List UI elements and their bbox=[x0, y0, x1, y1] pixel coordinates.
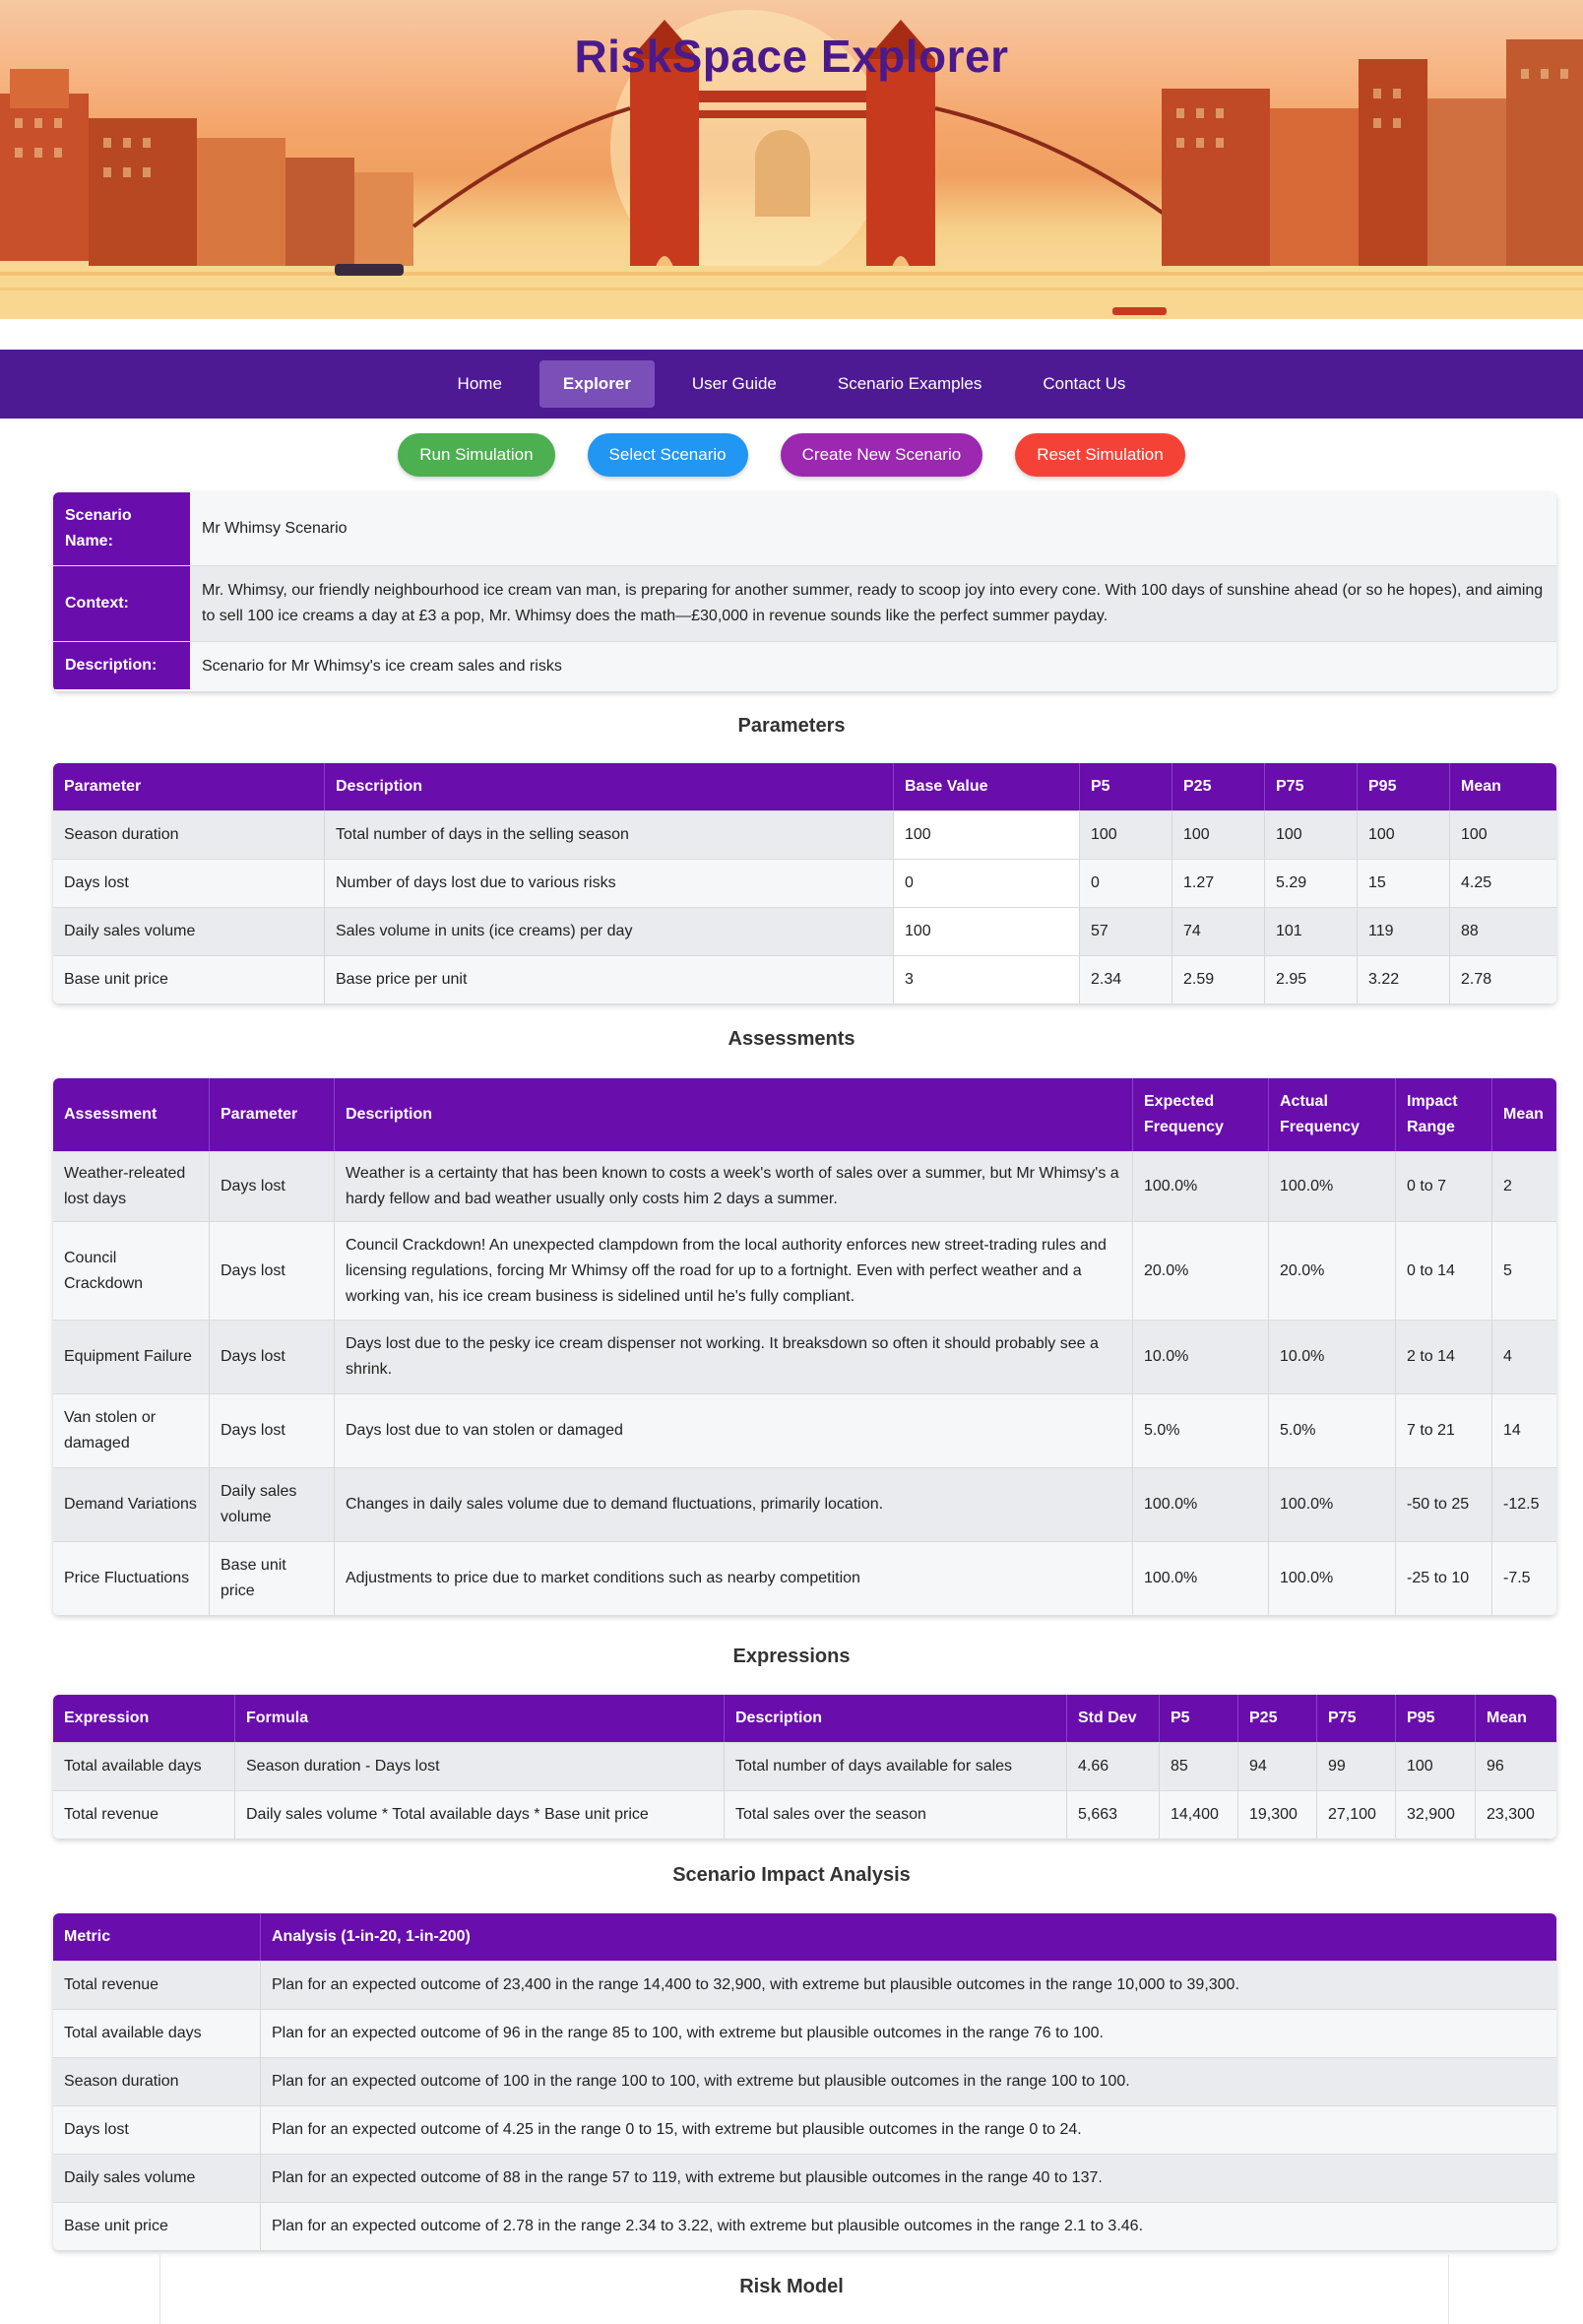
table-row bbox=[53, 1790, 1556, 1839]
assessments-title: Assessments bbox=[728, 1028, 855, 1050]
table-cell: 100 bbox=[1265, 810, 1358, 859]
table-cell: 100.0% bbox=[1133, 1151, 1269, 1221]
table-cell: Plan for an expected outcome of 23,400 in the range 14,400 to 32,900, with extreme but plausible outcomes in the range 10,000 to 39,300. bbox=[261, 1961, 1556, 2009]
column-header: P25 bbox=[1172, 763, 1265, 810]
table-cell: 3.22 bbox=[1358, 955, 1450, 1003]
column-header: Description bbox=[325, 763, 894, 810]
table-cell: 100.0% bbox=[1269, 1467, 1396, 1541]
scenario-description-value: Scenario for Mr Whimsy's ice cream sales and risks bbox=[190, 642, 1556, 691]
table-cell: Council Crackdown! An unexpected clampdown from the local authority enforces new street-trading rules and licensing regulations, forcing Mr Whimsy off the road for up to a fortnight. Even with perfect weather and a working van, his ice cream business is sidelined until he's fully compliant. bbox=[335, 1221, 1133, 1320]
scenario-name-label: Scenario Name: bbox=[53, 492, 190, 565]
reset-simulation-button[interactable]: Reset Simulation bbox=[1015, 433, 1185, 477]
column-header: Parameter bbox=[53, 763, 325, 810]
table-cell: -12.5 bbox=[1492, 1467, 1556, 1541]
scenario-name-value: Mr Whimsy Scenario bbox=[190, 492, 1556, 565]
column-header: Assessment bbox=[53, 1078, 210, 1151]
nav-contact-us[interactable]: Contact Us bbox=[1043, 374, 1126, 393]
table-cell: 5,663 bbox=[1067, 1790, 1160, 1839]
base-value-input[interactable]: 3 bbox=[894, 955, 1080, 1003]
base-value-input[interactable]: 100 bbox=[894, 907, 1080, 955]
table-cell: 2.34 bbox=[1080, 955, 1172, 1003]
table-cell: Days lost bbox=[210, 1151, 335, 1221]
table-cell: 0 to 7 bbox=[1396, 1151, 1492, 1221]
table-cell: Council Crackdown bbox=[53, 1221, 210, 1320]
table-cell: Adjustments to price due to market conditions such as nearby competition bbox=[335, 1541, 1133, 1615]
column-header: Std Dev bbox=[1067, 1695, 1160, 1742]
table-cell: Price Fluctuations bbox=[53, 1541, 210, 1615]
table-cell: 14 bbox=[1492, 1393, 1556, 1467]
table-cell: Plan for an expected outcome of 4.25 in the range 0 to 15, with extreme but plausible outcomes in the range 0 to 24. bbox=[261, 2105, 1556, 2154]
column-header: Parameter bbox=[210, 1078, 335, 1151]
base-value-input[interactable]: 100 bbox=[894, 810, 1080, 859]
table-cell: Total number of days in the selling season bbox=[325, 810, 894, 859]
table-cell: Daily sales volume bbox=[53, 2154, 261, 2202]
table-cell: Base unit price bbox=[210, 1541, 335, 1615]
table-cell: 1.27 bbox=[1172, 859, 1265, 907]
table-cell: 2.95 bbox=[1265, 955, 1358, 1003]
table-cell: Total available days bbox=[53, 2009, 261, 2057]
parameters-table bbox=[53, 763, 1556, 1003]
scenario-context-value: Mr. Whimsy, our friendly neighbourhood ice cream van man, is preparing for another summer, ready to scoop joy into every cone. With 100 days of sunshine ahead (or so he hopes), and aiming to sell 100 ice creams a day at £3 a pop, Mr. Whimsy does the math—£30,000 in revenue sounds like the perfect summer payday. bbox=[190, 566, 1556, 641]
table-cell: 88 bbox=[1450, 907, 1556, 955]
column-header: P75 bbox=[1265, 763, 1358, 810]
scenario-description-row bbox=[53, 642, 1556, 691]
table-cell: Weather is a certainty that has been known to costs a week's worth of sales over a summer, but Mr Whimsy's a hardy fellow and bad weather usually only costs him 2 days a summer. bbox=[335, 1151, 1133, 1221]
column-header: Impact Range bbox=[1396, 1078, 1492, 1151]
table-cell: 14,400 bbox=[1160, 1790, 1238, 1839]
app-title: RiskSpace Explorer bbox=[574, 31, 1009, 82]
main-nav bbox=[0, 350, 1583, 419]
table-cell: Demand Variations bbox=[53, 1467, 210, 1541]
table-cell: 74 bbox=[1172, 907, 1265, 955]
impact-header-row bbox=[53, 1913, 1556, 1961]
column-header: Expression bbox=[53, 1695, 235, 1742]
table-cell: Days lost bbox=[53, 859, 325, 907]
scenario-name-row bbox=[53, 492, 1556, 566]
table-cell: Total revenue bbox=[53, 1961, 261, 2009]
table-cell: 4.66 bbox=[1067, 1742, 1160, 1790]
table-row bbox=[53, 1961, 1556, 2009]
table-cell: 2 bbox=[1492, 1151, 1556, 1221]
column-header: Actual Frequency bbox=[1269, 1078, 1396, 1151]
table-row bbox=[53, 1541, 1556, 1615]
table-cell: 100 bbox=[1172, 810, 1265, 859]
table-cell: Plan for an expected outcome of 2.78 in the range 2.34 to 3.22, with extreme but plausible outcomes in the range 2.1 to 3.46. bbox=[261, 2202, 1556, 2250]
table-cell: 10.0% bbox=[1133, 1320, 1269, 1393]
table-cell: Days lost bbox=[210, 1393, 335, 1467]
risk-model-title: Risk Model bbox=[739, 2276, 844, 2297]
table-cell: Season duration - Days lost bbox=[235, 1742, 725, 1790]
table-cell: 100.0% bbox=[1133, 1467, 1269, 1541]
header-banner bbox=[0, 0, 1583, 319]
column-header: Metric bbox=[53, 1913, 261, 1961]
nav-user-guide[interactable]: User Guide bbox=[691, 374, 777, 393]
select-scenario-button[interactable]: Select Scenario bbox=[588, 433, 748, 477]
scenario-context-row bbox=[53, 566, 1556, 642]
table-cell: Days lost due to the pesky ice cream dispenser not working. It breaksdown so often it should probably see a shrink. bbox=[335, 1320, 1133, 1393]
column-header: Expected Frequency bbox=[1133, 1078, 1269, 1151]
table-row bbox=[53, 2009, 1556, 2057]
table-cell: 100 bbox=[1080, 810, 1172, 859]
table-cell: 0 bbox=[1080, 859, 1172, 907]
parameters-title: Parameters bbox=[737, 715, 846, 737]
table-cell: Total sales over the season bbox=[725, 1790, 1067, 1839]
table-cell: Total number of days available for sales bbox=[725, 1742, 1067, 1790]
table-row bbox=[53, 2154, 1556, 2202]
expressions-header-row bbox=[53, 1695, 1556, 1742]
table-cell: 20.0% bbox=[1269, 1221, 1396, 1320]
impact-table bbox=[53, 1913, 1556, 2250]
table-row bbox=[53, 2202, 1556, 2250]
table-cell: 0 to 14 bbox=[1396, 1221, 1492, 1320]
table-cell: Plan for an expected outcome of 88 in the range 57 to 119, with extreme but plausible outcomes in the range 40 to 137. bbox=[261, 2154, 1556, 2202]
table-cell: 32,900 bbox=[1396, 1790, 1476, 1839]
table-cell: Days lost bbox=[210, 1221, 335, 1320]
table-row bbox=[53, 1467, 1556, 1541]
table-cell: Total revenue bbox=[53, 1790, 235, 1839]
table-cell: Days lost bbox=[210, 1320, 335, 1393]
column-header: P75 bbox=[1317, 1695, 1396, 1742]
column-header: Formula bbox=[235, 1695, 725, 1742]
table-row bbox=[53, 907, 1556, 955]
column-header: Base Value bbox=[894, 763, 1080, 810]
nav-scenario-examples[interactable]: Scenario Examples bbox=[837, 374, 982, 393]
assessments-table bbox=[53, 1078, 1556, 1615]
expressions-table bbox=[53, 1695, 1556, 1839]
table-cell: 5.29 bbox=[1265, 859, 1358, 907]
run-simulation-button[interactable]: Run Simulation bbox=[398, 433, 554, 477]
table-cell: Changes in daily sales volume due to demand fluctuations, primarily location. bbox=[335, 1467, 1133, 1541]
column-header: Analysis (1-in-20, 1-in-200) bbox=[261, 1913, 1556, 1961]
table-cell: Base price per unit bbox=[325, 955, 894, 1003]
table-row bbox=[53, 1393, 1556, 1467]
table-cell: 100.0% bbox=[1133, 1541, 1269, 1615]
column-header: Description bbox=[335, 1078, 1133, 1151]
action-bar bbox=[0, 433, 1583, 477]
table-cell: Daily sales volume bbox=[210, 1467, 335, 1541]
table-cell: 23,300 bbox=[1476, 1790, 1556, 1839]
table-row bbox=[53, 1742, 1556, 1790]
table-cell: 57 bbox=[1080, 907, 1172, 955]
expressions-title: Expressions bbox=[732, 1646, 851, 1667]
table-row bbox=[53, 810, 1556, 859]
table-cell: Equipment Failure bbox=[53, 1320, 210, 1393]
table-row bbox=[53, 859, 1556, 907]
table-row bbox=[53, 955, 1556, 1003]
table-cell: 2.78 bbox=[1450, 955, 1556, 1003]
column-header: P5 bbox=[1080, 763, 1172, 810]
table-cell: 100 bbox=[1396, 1742, 1476, 1790]
table-cell: 4 bbox=[1492, 1320, 1556, 1393]
table-row bbox=[53, 2105, 1556, 2154]
table-cell: 94 bbox=[1238, 1742, 1317, 1790]
table-row bbox=[53, 2057, 1556, 2105]
table-cell: 20.0% bbox=[1133, 1221, 1269, 1320]
table-cell: 101 bbox=[1265, 907, 1358, 955]
column-header: P25 bbox=[1238, 1695, 1317, 1742]
scenario-info bbox=[53, 492, 1556, 691]
table-cell: Number of days lost due to various risks bbox=[325, 859, 894, 907]
table-cell: 5.0% bbox=[1269, 1393, 1396, 1467]
create-scenario-button[interactable]: Create New Scenario bbox=[781, 433, 983, 477]
table-cell: 100 bbox=[1358, 810, 1450, 859]
column-header: Description bbox=[725, 1695, 1067, 1742]
impact-title: Scenario Impact Analysis bbox=[672, 1864, 911, 1886]
table-cell: Plan for an expected outcome of 96 in the range 85 to 100, with extreme but plausible outcomes in the range 76 to 100. bbox=[261, 2009, 1556, 2057]
table-row bbox=[53, 1320, 1556, 1393]
table-cell: Base unit price bbox=[53, 955, 325, 1003]
table-cell: Plan for an expected outcome of 100 in the range 100 to 100, with extreme but plausible outcomes in the range 100 to 100. bbox=[261, 2057, 1556, 2105]
table-cell: 7 to 21 bbox=[1396, 1393, 1492, 1467]
column-header: Mean bbox=[1450, 763, 1556, 810]
scenario-context-label: Context: bbox=[53, 566, 190, 641]
table-cell: -25 to 10 bbox=[1396, 1541, 1492, 1615]
parameters-header-row bbox=[53, 763, 1556, 810]
nav-explorer[interactable]: Explorer bbox=[539, 360, 655, 408]
table-cell: Days lost bbox=[53, 2105, 261, 2154]
column-header: P95 bbox=[1358, 763, 1450, 810]
table-cell: 100 bbox=[1450, 810, 1556, 859]
table-cell: 15 bbox=[1358, 859, 1450, 907]
column-header: P5 bbox=[1160, 1695, 1238, 1742]
column-header: P95 bbox=[1396, 1695, 1476, 1742]
table-cell: Season duration bbox=[53, 2057, 261, 2105]
table-cell: -50 to 25 bbox=[1396, 1467, 1492, 1541]
table-cell: 119 bbox=[1358, 907, 1450, 955]
table-cell: 5 bbox=[1492, 1221, 1556, 1320]
table-cell: Weather-releated lost days bbox=[53, 1151, 210, 1221]
base-value-input[interactable]: 0 bbox=[894, 859, 1080, 907]
table-cell: 85 bbox=[1160, 1742, 1238, 1790]
table-cell: 4.25 bbox=[1450, 859, 1556, 907]
table-cell: Days lost due to van stolen or damaged bbox=[335, 1393, 1133, 1467]
table-cell: Base unit price bbox=[53, 2202, 261, 2250]
table-cell: 10.0% bbox=[1269, 1320, 1396, 1393]
table-cell: -7.5 bbox=[1492, 1541, 1556, 1615]
assessments-header-row bbox=[53, 1078, 1556, 1151]
table-cell: Daily sales volume * Total available days * Base unit price bbox=[235, 1790, 725, 1839]
table-row bbox=[53, 1151, 1556, 1221]
table-cell: 19,300 bbox=[1238, 1790, 1317, 1839]
table-cell: 100.0% bbox=[1269, 1151, 1396, 1221]
table-cell: Daily sales volume bbox=[53, 907, 325, 955]
scenario-description-label: Description: bbox=[53, 642, 190, 689]
table-row bbox=[53, 1221, 1556, 1320]
table-cell: 100.0% bbox=[1269, 1541, 1396, 1615]
table-cell: 2.59 bbox=[1172, 955, 1265, 1003]
table-cell: 2 to 14 bbox=[1396, 1320, 1492, 1393]
table-cell: 27,100 bbox=[1317, 1790, 1396, 1839]
table-cell: Total available days bbox=[53, 1742, 235, 1790]
table-cell: 5.0% bbox=[1133, 1393, 1269, 1467]
column-header: Mean bbox=[1476, 1695, 1556, 1742]
table-cell: 96 bbox=[1476, 1742, 1556, 1790]
table-cell: Van stolen or damaged bbox=[53, 1393, 210, 1467]
nav-home[interactable]: Home bbox=[457, 374, 502, 393]
table-cell: Sales volume in units (ice creams) per day bbox=[325, 907, 894, 955]
column-header: Mean bbox=[1492, 1078, 1556, 1151]
table-cell: 99 bbox=[1317, 1742, 1396, 1790]
table-cell: Season duration bbox=[53, 810, 325, 859]
